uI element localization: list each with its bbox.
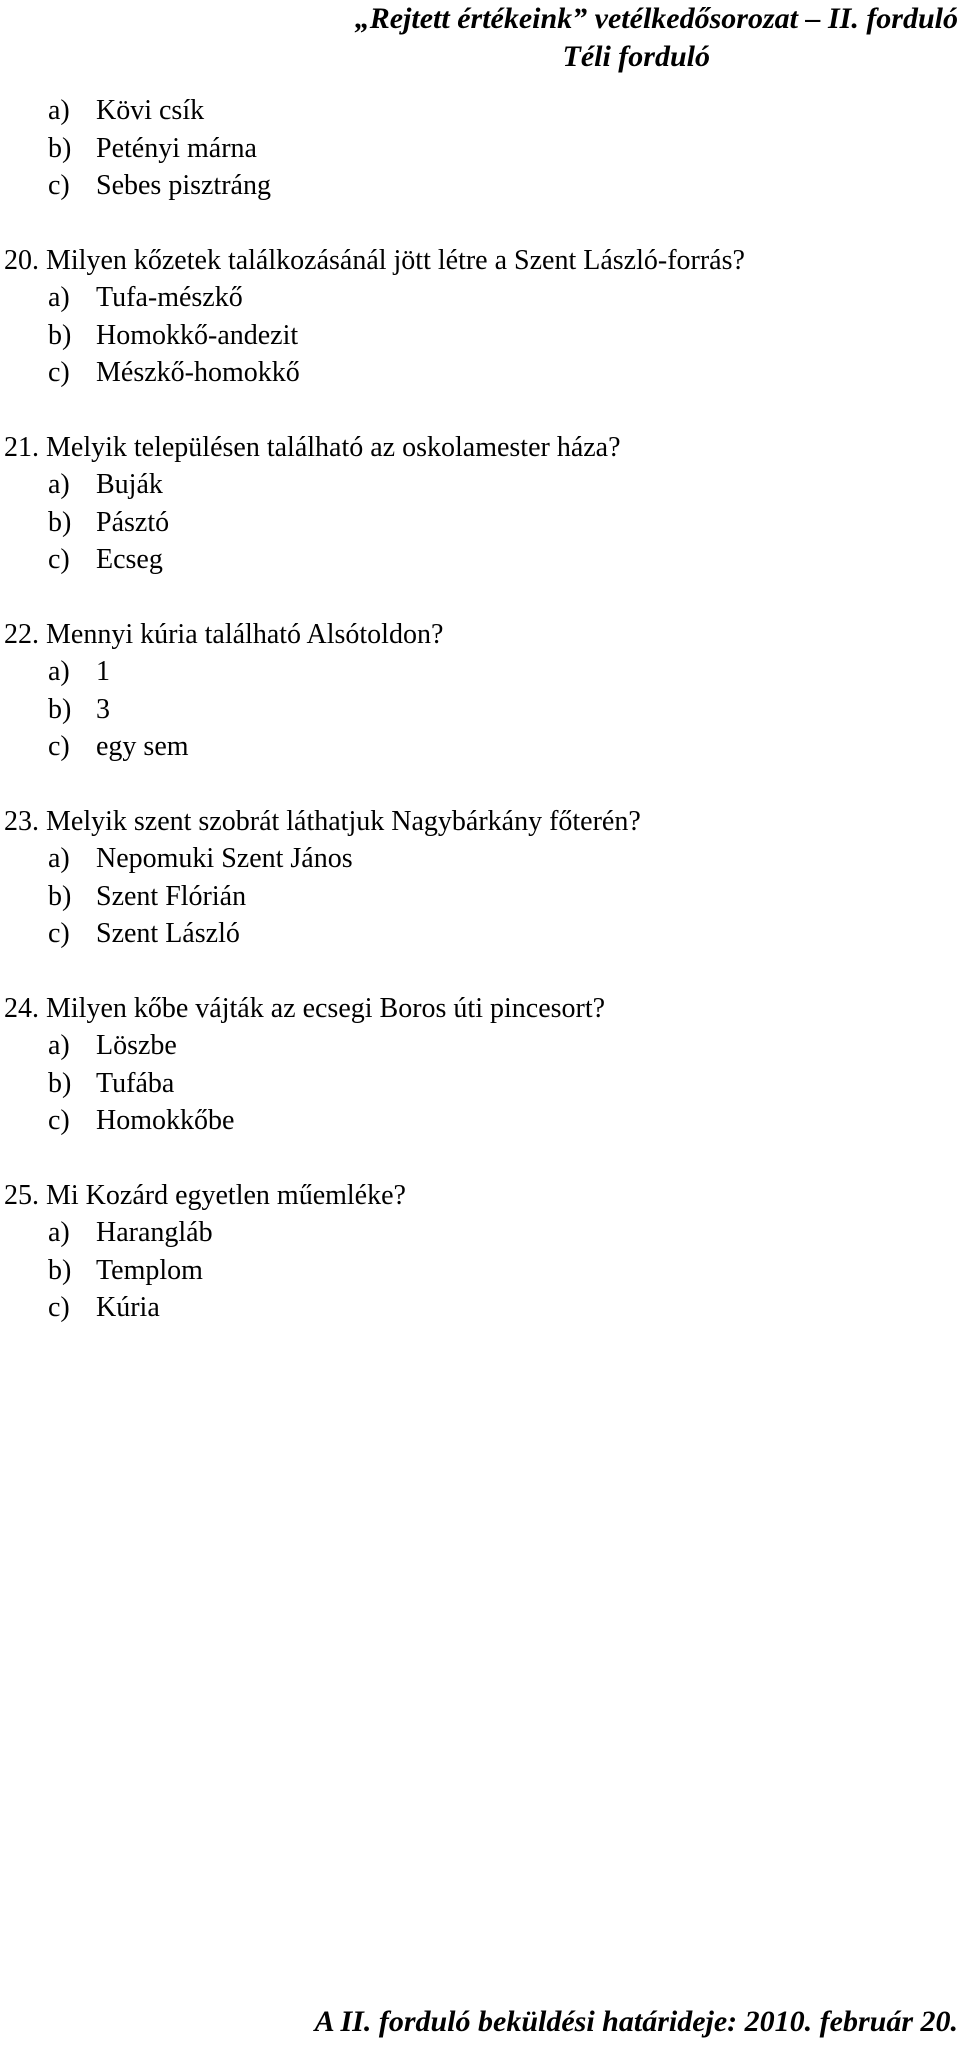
question-text: 22. Mennyi kúria található Alsótoldon? bbox=[4, 618, 444, 650]
option-text: Petényi márna bbox=[96, 132, 257, 164]
answer-option bbox=[0, 878, 940, 916]
option-letter: a) bbox=[48, 656, 70, 687]
option-text: Sebes pisztráng bbox=[96, 170, 271, 201]
option-text: Templom bbox=[96, 1254, 203, 1286]
answer-option bbox=[0, 167, 940, 205]
option-text: Kövi csík bbox=[96, 95, 205, 126]
answer-option bbox=[0, 728, 940, 766]
option-text: Mészkő-homokkő bbox=[96, 357, 300, 388]
option-letter: b) bbox=[48, 506, 72, 538]
answer-option bbox=[0, 354, 940, 392]
option-letter: c) bbox=[48, 170, 70, 201]
option-text: Pásztó bbox=[96, 506, 170, 538]
option-text: Ecseg bbox=[96, 544, 163, 575]
option-letter: c) bbox=[48, 1292, 70, 1323]
option-letter: b) bbox=[48, 319, 72, 351]
option-letter: c) bbox=[48, 731, 70, 762]
question-text: 23. Melyik szent szobrát láthatjuk Nagybárkány főterén? bbox=[4, 805, 641, 837]
answer-option bbox=[0, 130, 940, 168]
deadline-footer: A II. forduló beküldési határideje: 2010. február 20. bbox=[314, 2005, 958, 2038]
option-text: Nepomuki Szent János bbox=[96, 843, 353, 874]
option-text: Tufa-mészkő bbox=[96, 282, 243, 313]
option-text: Szent Flórián bbox=[96, 880, 247, 912]
answer-option bbox=[0, 691, 940, 729]
option-letter: b) bbox=[48, 880, 72, 912]
answer-option bbox=[0, 504, 940, 542]
option-text: Homokkő-andezit bbox=[96, 319, 299, 351]
continued-options bbox=[0, 92, 940, 205]
question-block bbox=[0, 429, 940, 579]
answer-option bbox=[0, 1102, 940, 1140]
option-text: 1 bbox=[96, 656, 110, 687]
answer-option bbox=[0, 279, 940, 317]
question-text: 21. Melyik településen található az oskolamester háza? bbox=[4, 431, 621, 463]
option-letter: a) bbox=[48, 843, 70, 874]
option-letter: a) bbox=[48, 282, 70, 313]
option-text: Löszbe bbox=[96, 1030, 177, 1061]
quiz-subtitle: Téli forduló bbox=[562, 40, 710, 73]
option-letter: b) bbox=[48, 1254, 72, 1286]
answer-option bbox=[0, 92, 940, 130]
question-block bbox=[0, 990, 940, 1140]
answer-option bbox=[0, 915, 940, 953]
option-letter: c) bbox=[48, 357, 70, 388]
answer-option bbox=[0, 1252, 940, 1290]
question-block bbox=[0, 616, 940, 766]
option-text: Tufába bbox=[96, 1067, 175, 1099]
question-text: 24. Milyen kőbe vájták az ecsegi Boros úti pincesort? bbox=[4, 992, 606, 1024]
option-letter: b) bbox=[48, 1067, 72, 1099]
option-text: Harangláb bbox=[96, 1217, 213, 1248]
option-text: Homokkőbe bbox=[96, 1105, 235, 1136]
answer-option bbox=[0, 541, 940, 579]
option-letter: c) bbox=[48, 1105, 70, 1136]
option-letter: a) bbox=[48, 469, 70, 500]
option-letter: c) bbox=[48, 544, 70, 575]
answer-option bbox=[0, 1065, 940, 1103]
option-text: egy sem bbox=[96, 731, 189, 762]
answer-option bbox=[0, 653, 940, 691]
option-text: Kúria bbox=[96, 1292, 160, 1323]
answer-option bbox=[0, 840, 940, 878]
option-letter: c) bbox=[48, 918, 70, 949]
answer-option bbox=[0, 466, 940, 504]
quiz-title: „Rejtett értékeink” vetélkedősorozat – II. forduló bbox=[354, 2, 958, 35]
option-text: Szent László bbox=[96, 918, 240, 949]
answer-option bbox=[0, 1027, 940, 1065]
option-letter: b) bbox=[48, 693, 72, 725]
question-text: 25. Mi Kozárd egyetlen műemléke? bbox=[4, 1179, 406, 1211]
answer-option bbox=[0, 1214, 940, 1252]
answer-option bbox=[0, 317, 940, 355]
option-text: 3 bbox=[96, 693, 110, 725]
option-letter: b) bbox=[48, 132, 72, 164]
option-letter: a) bbox=[48, 1217, 70, 1248]
option-text: Buják bbox=[96, 469, 163, 500]
option-letter: a) bbox=[48, 1030, 70, 1061]
question-block bbox=[0, 803, 940, 953]
question-block bbox=[0, 242, 940, 392]
quiz-content bbox=[0, 92, 940, 1364]
question-text: 20. Milyen kőzetek találkozásánál jött létre a Szent László-forrás? bbox=[4, 244, 745, 276]
question-block bbox=[0, 1177, 940, 1327]
answer-option bbox=[0, 1289, 940, 1327]
option-letter: a) bbox=[48, 95, 70, 126]
